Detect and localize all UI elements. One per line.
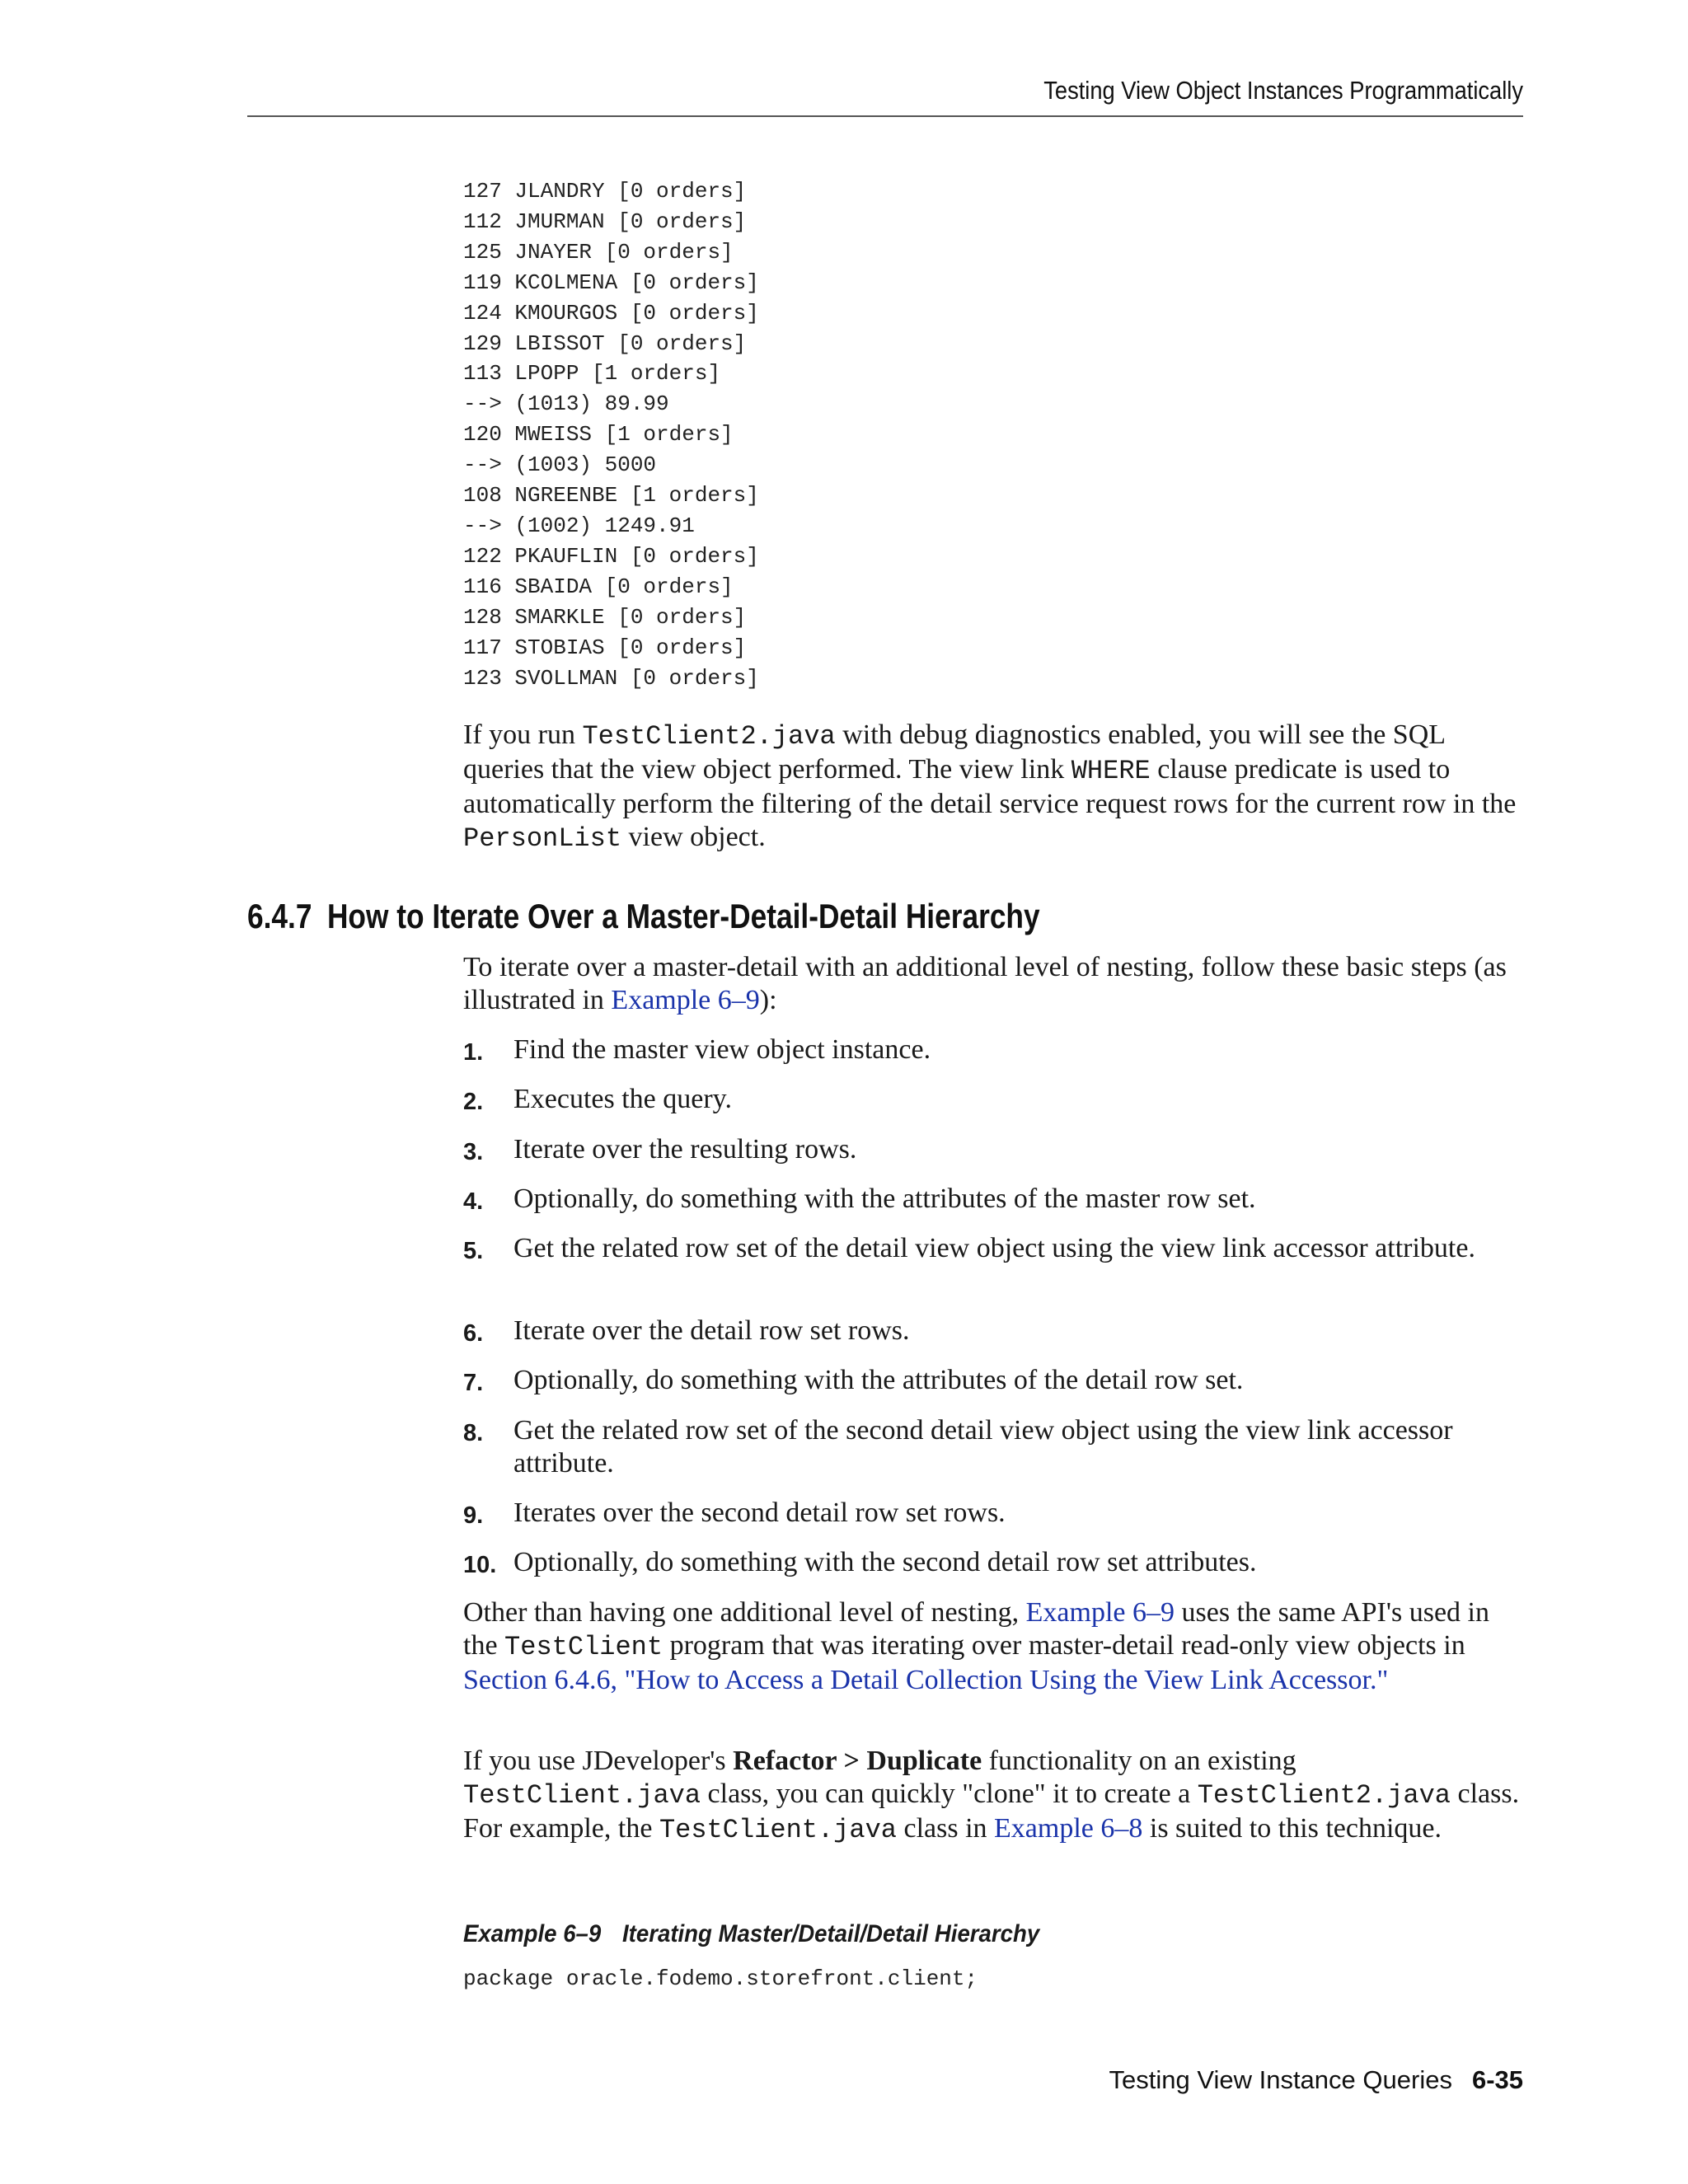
code-line: 124 KMOURGOS [0 orders]: [463, 300, 759, 326]
step-number: 7.: [463, 1370, 484, 1396]
list-item: [463, 1033, 1526, 1066]
code-line: --> (1002) 1249.91: [463, 513, 695, 538]
step-text: Find the master view object instance.: [513, 1034, 931, 1065]
other-paragraph: [463, 1596, 1526, 1697]
code-inline: PersonList: [463, 823, 622, 854]
text-run: Other than having one additional level of nesting,: [463, 1597, 1026, 1628]
code-line: 117 STOBIAS [0 orders]: [463, 635, 747, 660]
text-run: If you run: [463, 719, 583, 750]
step-number: 5.: [463, 1238, 484, 1264]
code-inline: TestClient: [504, 1632, 663, 1662]
code-line: 108 NGREENBE [1 orders]: [463, 483, 759, 509]
text-run: clause predicate is used to automatically perform the filtering of the detail service request rows for the current row in the: [463, 754, 1517, 819]
code-line: 127 JLANDRY [0 orders]: [463, 179, 747, 204]
code-inline: TestClient.java: [463, 1780, 701, 1811]
header-divider: [247, 115, 1523, 117]
text-run: class in: [896, 1813, 995, 1844]
text-run: with debug diagnostics enabled, you will see the SQL queries that the view object performed. The view link: [463, 719, 1445, 785]
list-item: [463, 1414, 1526, 1480]
list-item: [463, 1364, 1526, 1397]
step-number: 1.: [463, 1039, 484, 1066]
example-label: Example 6–9: [463, 1920, 602, 1947]
code-line: 119 KCOLMENA [0 orders]: [463, 269, 759, 295]
text-run: functionality on an existing: [982, 1746, 1296, 1776]
code-line: 120 MWEISS [1 orders]: [463, 422, 734, 448]
step-number: 8.: [463, 1420, 484, 1446]
text-run: To iterate over a master-detail with an additional level of nesting, follow these basic steps (as illustrated in: [463, 952, 1507, 1015]
step-text: Iterates over the second detail row set rows.: [513, 1497, 1006, 1528]
code-inline: TestClient2.java: [1197, 1780, 1451, 1811]
code-line: 123 SVOLLMAN [0 orders]: [463, 665, 759, 691]
step-text: Get the related row set of the detail view object using the view link accessor attribute.: [513, 1233, 1475, 1263]
code-line: --> (1013) 89.99: [463, 391, 669, 417]
step-text: Optionally, do something with the attributes of the master row set.: [513, 1183, 1256, 1214]
text-run: class, you can quickly "clone" it to create a: [701, 1779, 1198, 1809]
text-run: is suited to this technique.: [1142, 1813, 1442, 1844]
section-6-4-6-link[interactable]: Section 6.4.6, "How to Access a Detail Collection Using the View Link Accessor.": [463, 1665, 1389, 1695]
example-6-9-link[interactable]: Example 6–9: [611, 985, 760, 1015]
list-item: [463, 1315, 1526, 1347]
section-title: How to Iterate Over a Master-Detail-Detail Hierarchy: [326, 897, 1040, 935]
refactor-paragraph: [463, 1745, 1526, 1847]
code-line: 128 SMARKLE [0 orders]: [463, 604, 747, 630]
step-text: Iterate over the resulting rows.: [513, 1134, 857, 1165]
example-code-block: [463, 1964, 978, 1994]
code-line: 125 JNAYER [0 orders]: [463, 239, 734, 265]
list-item: [463, 1497, 1526, 1530]
text-run: class. For example, the: [463, 1779, 1520, 1844]
page-number: 6-35: [1471, 2065, 1523, 2094]
step-text: Get the related row set of the second detail view object using the view link accessor attribute.: [513, 1415, 1453, 1479]
code-line: 113 LPOPP [1 orders]: [463, 361, 721, 387]
code-output-block: [463, 176, 759, 693]
text-run: ):: [759, 985, 777, 1015]
code-line: 129 LBISSOT [0 orders]: [463, 330, 747, 356]
step-number: 6.: [463, 1320, 484, 1347]
intro-paragraph: [463, 951, 1526, 1017]
code-inline: TestClient2.java: [582, 721, 836, 752]
step-number: 10.: [463, 1552, 497, 1578]
step-number: 2.: [463, 1089, 484, 1115]
example-caption: [463, 1920, 1039, 1948]
step-text: Executes the query.: [513, 1084, 732, 1114]
text-run: view object.: [621, 822, 766, 852]
step-number: 9.: [463, 1502, 484, 1529]
text-run: uses the same API's used in the: [463, 1597, 1489, 1661]
text-run: If you use JDeveloper's: [463, 1746, 734, 1776]
step-number: 3.: [463, 1139, 484, 1165]
code-line: --> (1003) 5000: [463, 452, 657, 478]
example-6-8-link[interactable]: Example 6–8: [994, 1813, 1143, 1844]
step-text: Iterate over the detail row set rows.: [513, 1315, 910, 1346]
list-item: [463, 1133, 1526, 1166]
list-item: [463, 1183, 1526, 1216]
text-run: program that was iterating over master-detail read-only view objects in: [663, 1630, 1465, 1661]
code-line: 112 JMURMAN [0 orders]: [463, 209, 747, 234]
list-item: [463, 1232, 1526, 1265]
page-footer: [247, 2065, 1523, 2095]
footer-title: Testing View Instance Queries: [1109, 2065, 1452, 2094]
code-line: package oracle.fodemo.storefront.client;: [463, 1966, 978, 1991]
menu-path: Refactor > Duplicate: [733, 1746, 982, 1776]
example-title: Iterating Master/Detail/Detail Hierarchy: [622, 1920, 1040, 1947]
step-text: Optionally, do something with the second detail row set attributes.: [513, 1547, 1257, 1577]
step-number: 4.: [463, 1188, 484, 1215]
section-heading: [247, 897, 1040, 936]
code-inline: TestClient.java: [659, 1815, 897, 1845]
step-text: Optionally, do something with the attributes of the detail row set.: [513, 1365, 1244, 1395]
list-item: [463, 1083, 1526, 1116]
running-header: Testing View Object Instances Programmatically: [1043, 76, 1523, 105]
example-6-9-link[interactable]: Example 6–9: [1025, 1597, 1175, 1628]
code-line: 122 PKAUFLIN [0 orders]: [463, 543, 759, 569]
section-number: 6.4.7: [247, 897, 312, 935]
code-line: 116 SBAIDA [0 orders]: [463, 574, 734, 599]
debug-paragraph: [463, 719, 1526, 855]
list-item: [463, 1546, 1526, 1579]
code-inline: WHERE: [1071, 756, 1151, 786]
